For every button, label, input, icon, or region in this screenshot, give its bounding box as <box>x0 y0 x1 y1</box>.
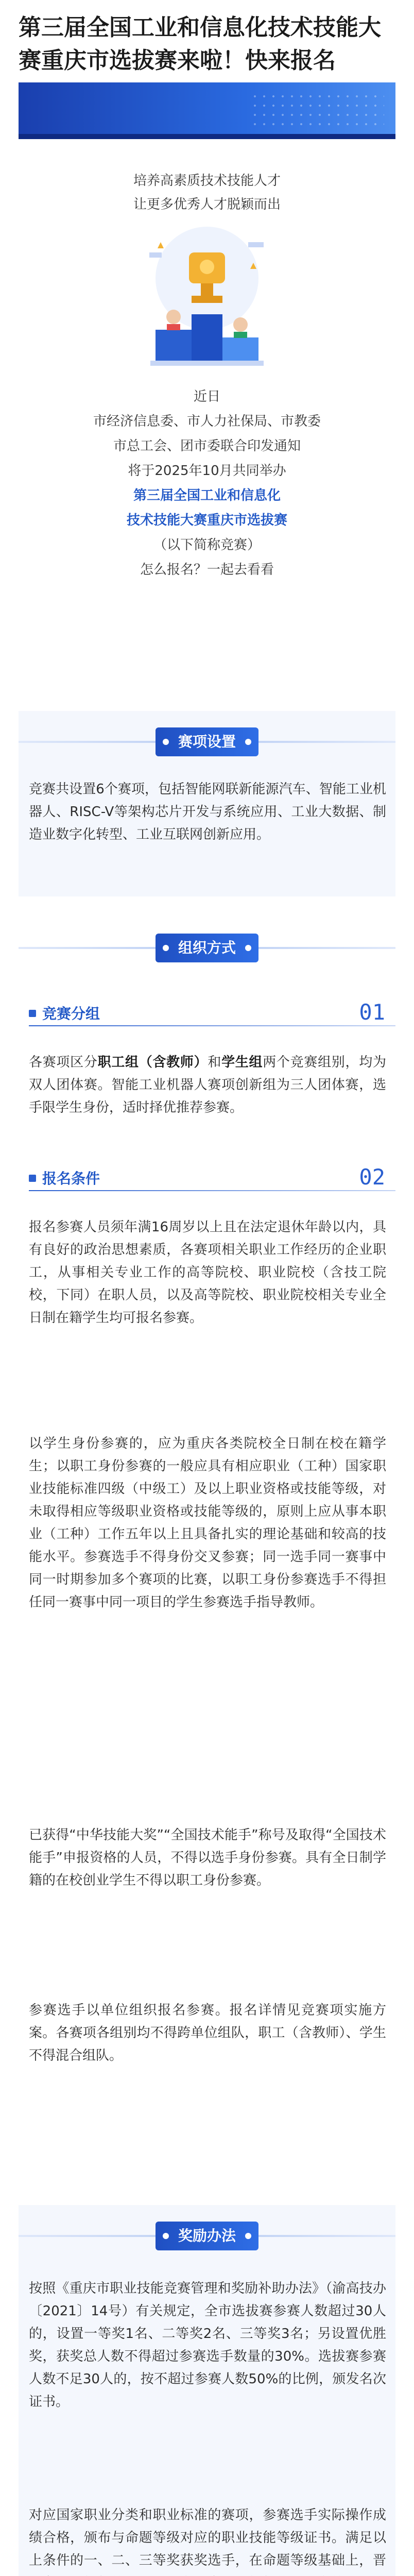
group-text-and: 和 <box>208 1055 222 1070</box>
intro-line-3: 市总工会、团市委联合印发通知 <box>113 438 301 454</box>
trophy-podium-illustration <box>140 222 274 376</box>
subsection-requirements-rule <box>29 1190 395 1191</box>
intro-line-5: 第三届全国工业和信息化 <box>133 488 281 503</box>
intro-line-2: 市经济信息委、市人力社保局、市教委 <box>93 414 321 429</box>
group-text-part-5: 两个竞赛组别，均为双人团体赛。智能工业机器人赛项创新组为三人团体赛，选手限学生身份，适时择优推荐参赛。 <box>29 1055 386 1115</box>
subsection-group-header <box>19 999 395 1030</box>
subsection-requirements-header <box>19 1164 395 1195</box>
intro-line-4: 将于2025年10月共同举办 <box>128 463 286 479</box>
subsection-requirements-title: 报名条件 <box>42 1170 100 1187</box>
bullet-square-icon <box>29 1175 36 1182</box>
intro-line-6: 技术技能大赛重庆市选拔赛 <box>126 513 287 528</box>
intro-section <box>19 155 395 716</box>
subsection-group-number: 01 <box>359 999 385 1025</box>
group-text <box>29 1051 386 1119</box>
article-title: 第三届全国工业和信息化技术技能大赛重庆市选拔赛来啦！快来报名 <box>19 14 381 74</box>
intro-line-7: （以下简称竞赛） <box>153 537 261 553</box>
hero-stripe <box>19 134 395 139</box>
settings-header <box>19 721 395 762</box>
reward-para-2: 对应国家职业分类和职业标准的赛项，参赛选手实际操作成绩合格，颁布与命题等级对应的职业技能等级证书。满足以上条件的一、二、三等奖获奖选手，在命题等级基础上，晋 <box>29 2507 386 2568</box>
organization-header <box>19 927 395 969</box>
organization-header-pill: 组织方式 <box>156 934 258 962</box>
hero-banner <box>19 82 395 139</box>
group-text-staff: 职工组（含教师） <box>97 1055 208 1070</box>
subsection-group-title: 竞赛分组 <box>42 1005 100 1022</box>
settings-header-pill: 赛项设置 <box>156 727 258 756</box>
hero-dot-pattern <box>250 92 384 130</box>
subsection-requirements-number: 02 <box>359 1164 385 1190</box>
intro-slogan-1: 培养高素质技术技能人才 <box>133 173 281 189</box>
intro-slogan-2: 让更多优秀人才脱颖而出 <box>133 197 281 212</box>
requirements-para-4: 参赛选手以单位组织报名参赛。报名详情见竞赛项实施方案。各赛项各组别均不得跨单位组队，职工（含教师）、学生不得混合组队。 <box>29 2003 386 2063</box>
bullet-square-icon <box>29 1010 36 1017</box>
reward-para-1: 按照《重庆市职业技能竞赛管理和奖励补助办法》（渝高技办〔2021〕14号）有关规定，全市选拔赛参赛人数超过30人的，设置一等奖1名、二等奖2名、三等奖3名；另设置优胜奖，获奖总人数不得超过参赛选手数量的30%。选拔赛参赛人数不足30人的，按不超过参赛人数50%的比例，颁发名次证书。 <box>29 2281 386 2410</box>
intro-line-8: 怎么报名？一起去看看 <box>140 562 274 578</box>
subsection-group-rule <box>29 1025 395 1026</box>
requirements-para-3: 已获得“中华技能大奖”“全国技术能手”称号及取得“全国技术能手”申报资格的人员，不得以选手身份参赛。具有全日制学籍的在校创业学生不得以职工身份参赛。 <box>29 1827 386 1888</box>
group-text-part-1: 各赛项区分 <box>29 1055 98 1070</box>
requirements-para-1: 报名参赛人员须年满16周岁以上且在法定退休年龄以内，具有良好的政治思想素质，各赛项相关职业工作经历的企业职工，从事相关专业工作的高等院校、职业院校（含技工院校，下同）在职人员，以及高等院校、职业院校相关专业全日制在籍学生均可报名参赛。 <box>29 1219 386 1326</box>
intro-line-1: 近日 <box>193 389 220 404</box>
reward-header <box>19 2215 395 2257</box>
group-text-student: 学生组 <box>221 1055 263 1070</box>
settings-text: 竞赛共设置6个赛项，包括智能网联新能源汽车、智能工业机器人、RISC-V等架构芯片开发与系统应用、工业大数据、制造业数字化转型、工业互联网创新应用。 <box>29 782 386 842</box>
reward-header-pill: 奖励办法 <box>156 2222 258 2250</box>
requirements-para-2: 以学生身份参赛的，应为重庆各类院校全日制在校在籍学生；以职工身份参赛的一般应具有相应职业（工种）国家职业技能标准四级（中级工）及以上职业资格或技能等级，对未取得相应等级职业资格或技能等级的，原则上应从事本职业（工种）工作五年以上且具备扎实的理论基础和较高的技能水平。参赛选手不得身份交叉参赛；同一选手同一赛事中同一时期参加多个赛项的比赛，以职工身份参赛选手不得担任同一赛事中同一项目的学生参赛选手指导教师。 <box>29 1436 386 1610</box>
